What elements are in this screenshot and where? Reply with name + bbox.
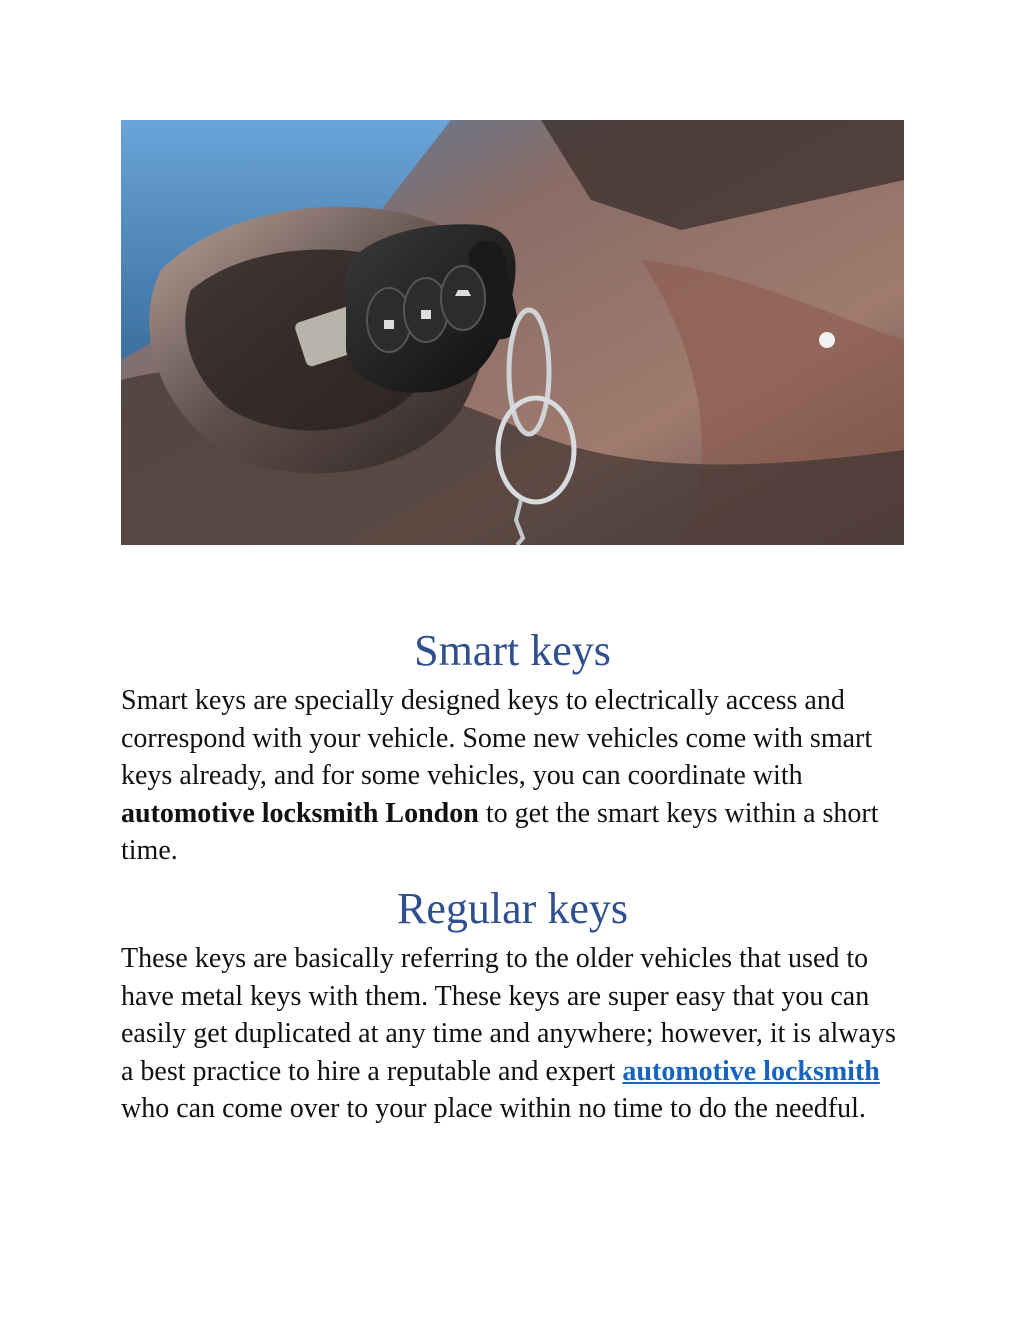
section-paragraph [121, 940, 904, 1128]
section-heading: Smart keys [414, 626, 611, 675]
paragraph-text: Smart keys are specially designed keys to electrically access and correspond with your vehicle. Some new vehicles come with smart keys already, and for some vehicles, you can coordinate with [121, 685, 873, 792]
emphasis-text: automotive locksmith London [121, 797, 479, 829]
automotive-locksmith-link[interactable]: automotive locksmith [622, 1055, 880, 1087]
article-content [121, 620, 904, 1128]
section-paragraph [121, 682, 904, 870]
paragraph-text: These keys are basically referring to the older vehicles that used to have metal keys with them. These keys are super easy that you can easily get duplicated at any time and anywhere; however, it is always a best practice to hire a reputable and expert [121, 942, 896, 1087]
section-regular-keys [121, 878, 904, 1128]
car-key-fob-photo-icon [121, 120, 904, 545]
section-smart-keys [121, 620, 904, 870]
paragraph-text: to get the smart keys within a short time. [121, 797, 879, 867]
section-heading: Regular keys [397, 883, 628, 933]
paragraph-text: who can come over to your place within no time to do the needful. [121, 1093, 866, 1125]
car-key-photo [121, 120, 904, 545]
